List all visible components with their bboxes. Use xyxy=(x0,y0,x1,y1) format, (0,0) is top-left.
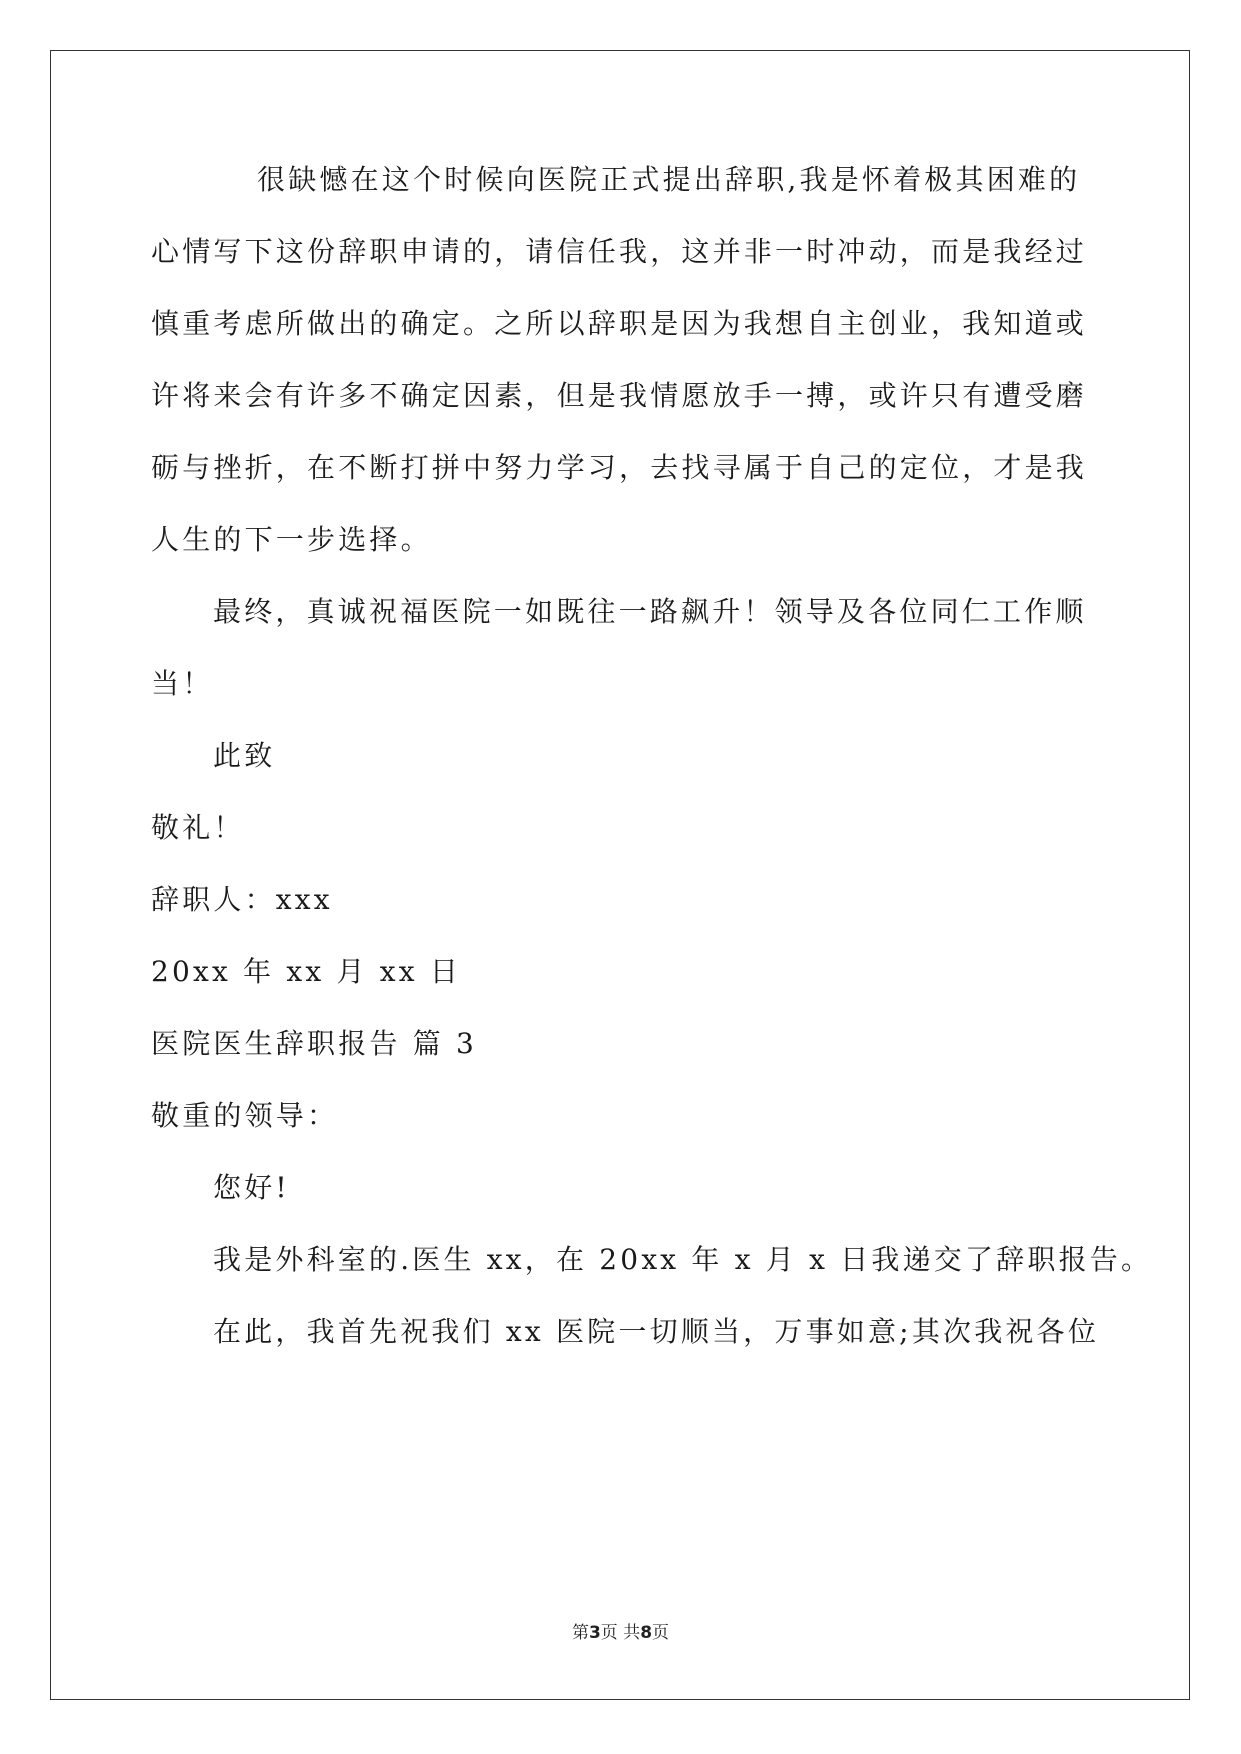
paragraph-line: 在此，我首先祝我们 xx 医院一切顺当，万事如意;其次我祝各位 xyxy=(213,1315,1100,1348)
footer-suffix: 页 xyxy=(652,1623,670,1643)
paragraph-line: 砺与挫折，在不断打拼中努力学习，去找寻属于自己的定位，才是我 xyxy=(151,451,1088,484)
page-border xyxy=(50,50,1190,1700)
paragraph-line: 我是外科室的.医生 xx，在 20xx 年 x 月 x 日我递交了辞职报告。 xyxy=(213,1243,1153,1276)
paragraph-line: 当！ xyxy=(151,667,214,700)
closing-regards: 敬礼！ xyxy=(151,811,245,844)
closing-salutation: 此致 xyxy=(213,739,276,772)
date-line: 20xx 年 xx 月 xx 日 xyxy=(151,955,462,988)
paragraph-line: 最终，真诚祝福医院一如既往一路飙升！领导及各位同仁工作顺 xyxy=(213,595,1087,628)
paragraph-line: 很缺憾在这个时候向医院正式提出辞职,我是怀着极其困难的 xyxy=(257,163,1081,196)
footer-prefix: 第 xyxy=(571,1623,589,1643)
paragraph-line: 许将来会有许多不确定因素，但是我情愿放手一搏，或许只有遭受磨 xyxy=(151,379,1088,412)
signature-line: 辞职人：xxx xyxy=(151,883,333,916)
paragraph-line: 人生的下一步选择。 xyxy=(151,523,432,556)
paragraph-line: 慎重考虑所做出的确定。之所以辞职是因为我想自主创业，我知道或 xyxy=(151,307,1088,340)
section-title: 医院医生辞职报告 篇 3 xyxy=(151,1027,478,1060)
footer-current-page: 3 xyxy=(588,1623,601,1643)
paragraph-line: 心情写下这份辞职申请的，请信任我，这并非一时冲动，而是我经过 xyxy=(151,235,1088,268)
greeting-hello: 您好! xyxy=(213,1171,290,1204)
page-footer xyxy=(0,1618,1241,1643)
greeting-line: 敬重的领导： xyxy=(151,1099,339,1132)
footer-total-pages: 8 xyxy=(640,1623,653,1643)
footer-mid: 页 共 xyxy=(600,1623,641,1643)
